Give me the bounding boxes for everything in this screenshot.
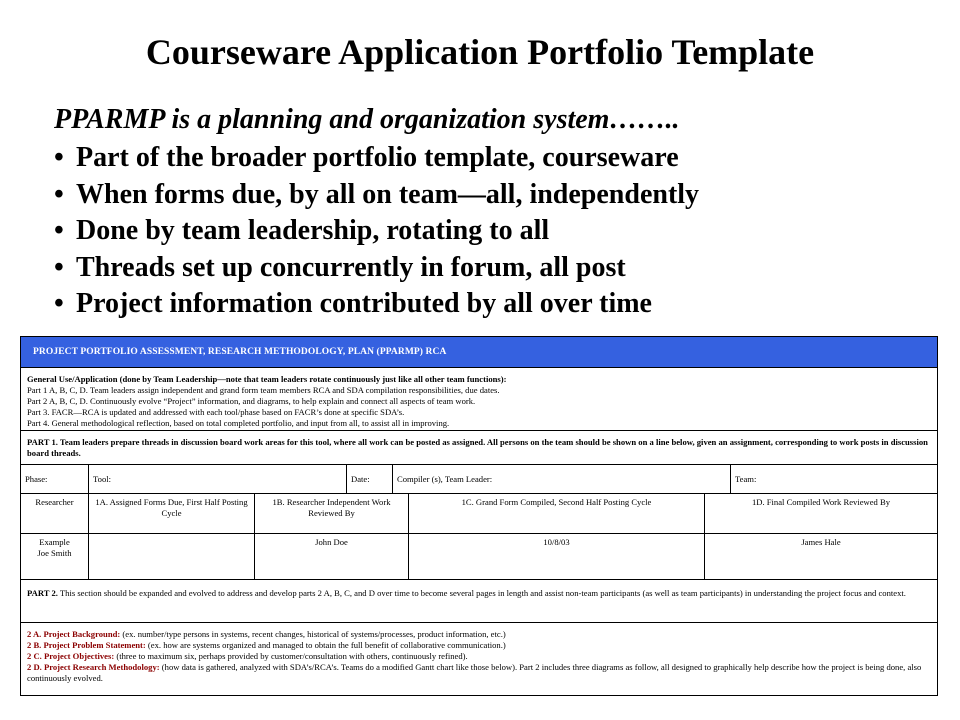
bullet-text: Part of the broader portfolio template, courseware xyxy=(76,142,679,173)
general-use-line: Part 3. FACR—RCA is updated and addressed with each tool/phase based on FACR’s done at specific SDA’s. xyxy=(27,407,405,417)
part2a-label: 2 A. Project Background: xyxy=(27,629,121,639)
part2c-line xyxy=(27,651,931,662)
example-reviewer-cell: John Doe xyxy=(255,534,409,579)
col-researcher: Researcher xyxy=(21,494,89,533)
pparmp-form xyxy=(20,336,938,696)
bullet-dot: • xyxy=(54,142,64,173)
form-header: PROJECT PORTFOLIO ASSESSMENT, RESEARCH METHODOLOGY, PLAN (PPARMP) RCA xyxy=(21,337,937,368)
part2d-line xyxy=(27,662,931,684)
team-cell: Team: xyxy=(735,473,757,484)
general-use-line: Part 2 A, B, C, D. Continuously evolve “Project” information, and diagrams, to help explain and connect all aspects of team work. xyxy=(27,396,476,406)
bullet-text: Project information contributed by all over time xyxy=(76,288,652,319)
bullet-item xyxy=(54,177,954,214)
bullet-dot: • xyxy=(54,288,64,319)
bullet-text: Done by team leadership, rotating to all xyxy=(76,215,550,246)
example-assigned-cell xyxy=(89,534,255,579)
example-date-cell: 10/8/03 xyxy=(409,534,705,579)
example-row xyxy=(21,534,937,580)
part2-section xyxy=(21,580,937,623)
part2c-label: 2 C. Project Objectives: xyxy=(27,651,115,661)
bullet-dot: • xyxy=(54,251,64,283)
bullet-item xyxy=(54,286,954,323)
part2a-line xyxy=(27,629,931,640)
part2-details-section xyxy=(21,623,937,688)
example-researcher-cell xyxy=(21,534,89,579)
date-cell: Date: xyxy=(347,465,393,493)
tool-cell: Tool: xyxy=(89,465,347,493)
general-use-line: Part 4. General methodological reflection, based on total completed portfolio, and input from all, to assist all in improving. xyxy=(27,418,450,428)
part2-label: PART 2. xyxy=(27,588,58,598)
part2b-text: (ex. how are systems organized and managed to obtain the full benefit of collaborative communication.) xyxy=(147,640,506,650)
example-final-reviewer-cell: James Hale xyxy=(801,537,841,547)
bullet-text: When forms due, by all on team—all, independently xyxy=(76,178,700,210)
example-label: Example xyxy=(39,537,70,547)
general-use-heading: General Use/Application (done by Team Leadership—note that team leaders rotate continuously just like all other team functions): xyxy=(27,374,507,384)
part2a-text: (ex. number/type persons in systems, recent changes, historical of systems/processes, product information, etc.) xyxy=(122,629,506,639)
part2d-label: 2 D. Project Research Methodology: xyxy=(27,662,160,672)
col-final-review: 1D. Final Compiled Work Reviewed By xyxy=(751,497,891,507)
intro-statement: PPARMP is a planning and organization system…….. xyxy=(54,104,680,135)
phase-row xyxy=(21,465,937,494)
bullet-item xyxy=(54,250,954,287)
general-use-line: Part 1 A, B, C, D. Team leaders assign independent and grand form team members RCA and SDA compilation responsibilities, due dates. xyxy=(27,385,500,395)
column-header-row xyxy=(21,494,937,534)
phase-cell: Phase: xyxy=(21,465,89,493)
part1-section: PART 1. Team leaders prepare threads in discussion board work areas for this tool, where all work can be posted as assigned. All persons on the team should be shown on a line below, given an assignment, corresponding to work posts in discussion board threads. xyxy=(21,431,937,465)
bullet-list xyxy=(54,140,954,323)
bullet-item xyxy=(54,140,954,177)
slide-title: Courseware Application Portfolio Template xyxy=(145,32,815,72)
bullet-dot: • xyxy=(54,215,64,246)
compiler-cell: Compiler (s), Team Leader: xyxy=(393,465,731,493)
bullet-text: Threads set up concurrently in forum, all post xyxy=(76,251,626,283)
col-assigned-forms: 1A. Assigned Forms Due, First Half Posting Cycle xyxy=(89,494,255,533)
part2c-text: (three to maximum six, perhaps provided by customer/consultation with others, continuously refined). xyxy=(116,651,468,661)
col-grand-form: 1C. Grand Form Compiled, Second Half Posting Cycle xyxy=(409,494,705,533)
bullet-item xyxy=(54,213,954,250)
part2-text: This section should be expanded and evolved to address and develop parts 2 A, B, C, and D over time to become several pages in length and assist non-team participants (as well as team participants) in understanding the project focus and context. xyxy=(59,588,906,598)
example-name: Joe Smith xyxy=(37,548,72,558)
bullet-dot: • xyxy=(54,178,64,210)
general-use-section xyxy=(21,368,937,431)
part2b-label: 2 B. Project Problem Statement: xyxy=(27,640,146,650)
part2d-text: (how data is gathered, analyzed with SDA’s/RCA’s. Teams do a modified Gantt chart like those below). Part 2 includes three diagrams as follow, all designed to graphically help describe how the project is being done, also continuously evolved. xyxy=(27,662,922,683)
col-independent-review: 1B. Researcher Independent Work Reviewed By xyxy=(255,494,409,533)
part2b-line xyxy=(27,640,931,651)
